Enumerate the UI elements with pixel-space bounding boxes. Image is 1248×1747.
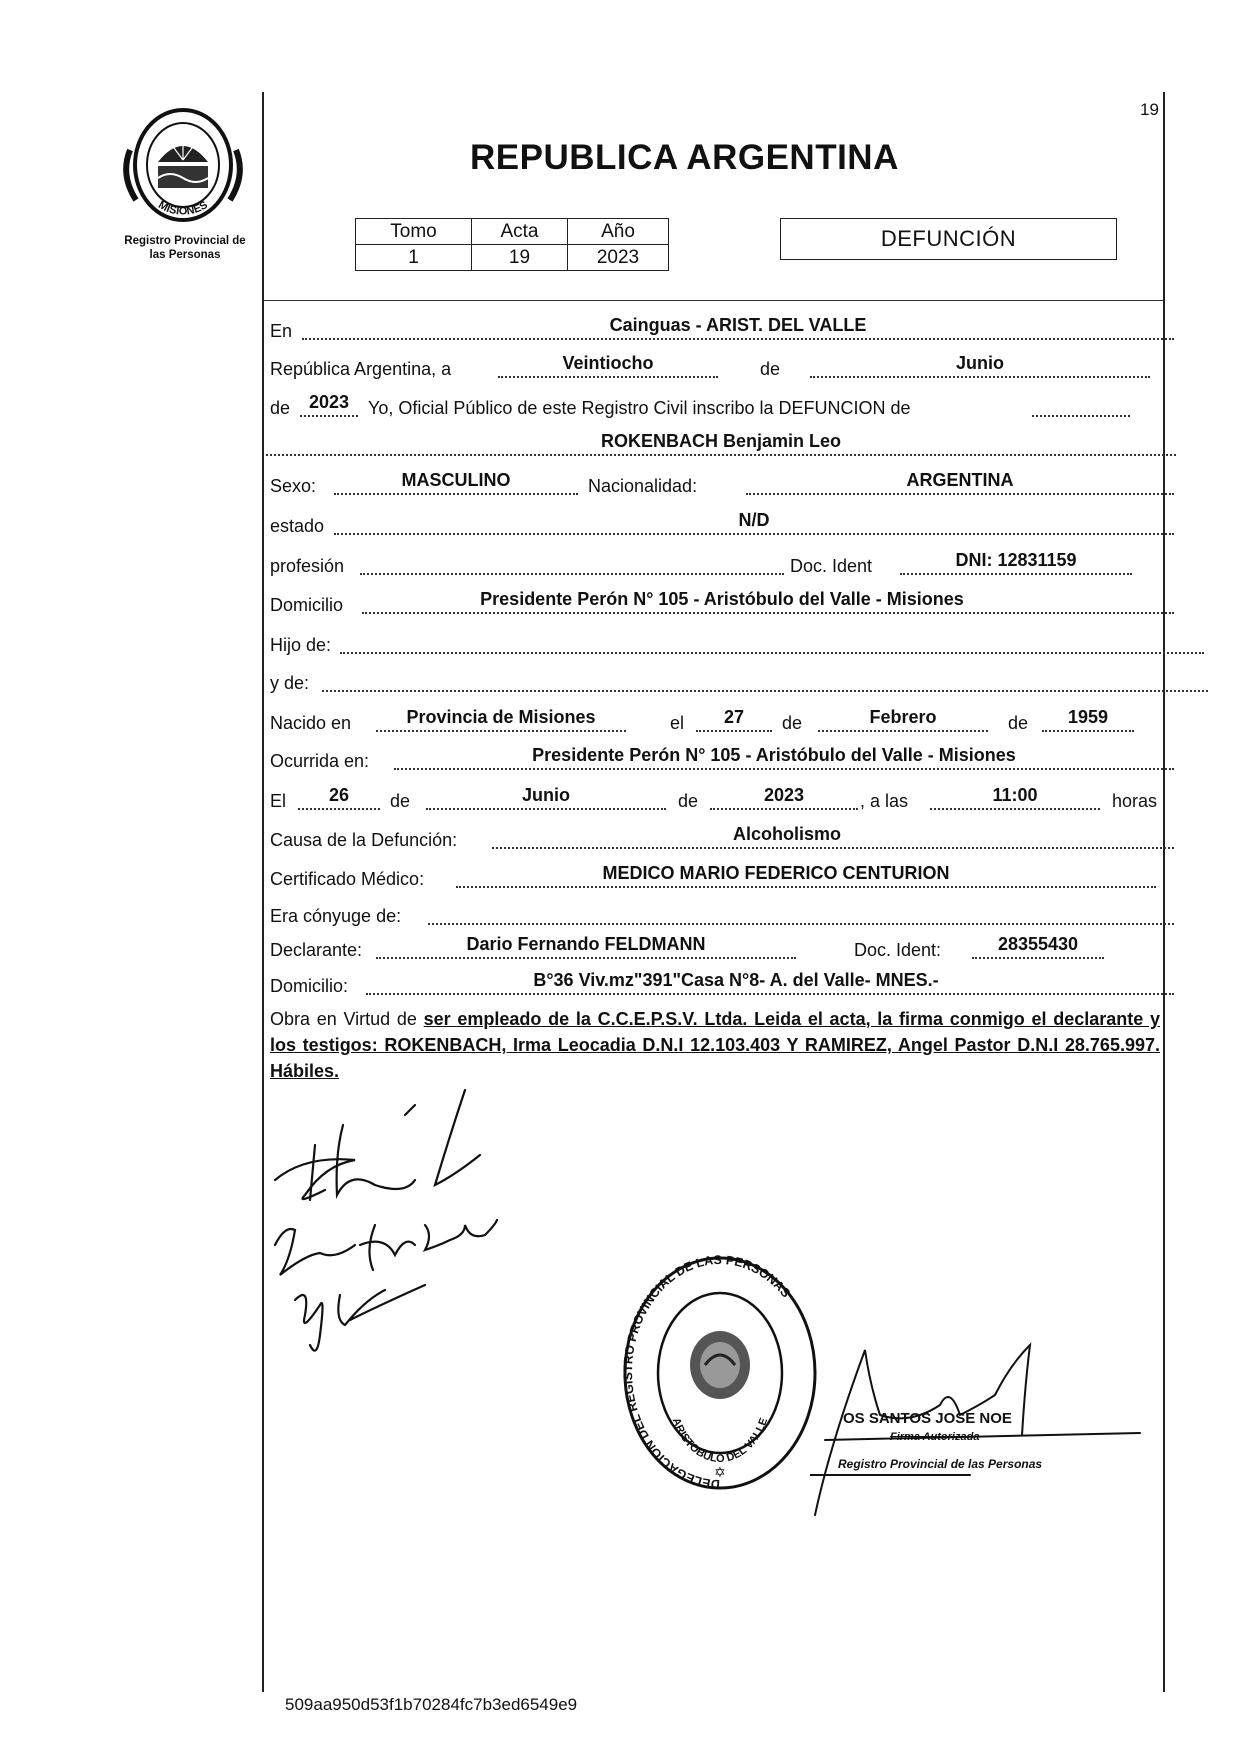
y-de-fill bbox=[322, 670, 1208, 692]
dia-fill bbox=[498, 353, 718, 378]
left-margin-line bbox=[262, 92, 264, 1692]
declarante-doc-fill bbox=[972, 934, 1104, 959]
doc-ident-fill bbox=[900, 550, 1132, 575]
hijo-label: Hijo de: bbox=[270, 635, 332, 655]
nacionalidad-label: Nacionalidad: bbox=[588, 476, 698, 496]
def-de-label: de bbox=[390, 791, 411, 811]
def-dia-fill bbox=[298, 785, 380, 810]
mes-fill bbox=[810, 353, 1150, 378]
stamp-outer-text: DELEGACION DEL REGISTRO PROVINCIAL DE LAS PERSONAS bbox=[620, 1255, 793, 1492]
nacido-fill bbox=[376, 707, 626, 732]
sexo-value: MASCULINO bbox=[401, 470, 511, 490]
svg-text:✡: ✡ bbox=[714, 1464, 726, 1480]
domicilio-value: Presidente Perón N° 105 - Aristóbulo del Valle - Misiones bbox=[480, 589, 964, 609]
yo-fill bbox=[1032, 395, 1130, 417]
conyuge-label: Era cónyuge de: bbox=[270, 906, 402, 926]
officer-office: Registro Provincial de las Personas bbox=[838, 1457, 1043, 1471]
a-las-label: , a las bbox=[860, 791, 909, 811]
officer-title: Firma Autorizada bbox=[890, 1431, 980, 1443]
province-crest-logo bbox=[118, 100, 248, 230]
anio-fill bbox=[300, 392, 358, 417]
sexo-label: Sexo: bbox=[270, 476, 317, 496]
declarante-doc-label: Doc. Ident: bbox=[854, 940, 942, 960]
def-mes-value: Junio bbox=[522, 785, 570, 805]
profesion-label: profesión bbox=[270, 556, 345, 576]
divider bbox=[264, 300, 1163, 301]
official-stamp bbox=[620, 1255, 820, 1505]
nac-mes-value: Febrero bbox=[869, 707, 937, 727]
ocurrida-fill bbox=[394, 745, 1174, 770]
domicilio2-value: B°36 Viv.mz"391"Casa N°8- A. del Valle- MNES.- bbox=[533, 970, 939, 990]
logo-caption-line1: Registro Provincial de bbox=[124, 235, 246, 247]
el2-label: El bbox=[270, 791, 287, 811]
obra-text: ser empleado de la C.C.E.P.S.V. Ltda. Leida el acta, la firma conmigo el declarante y los testigos: ROKENBACH, Irma Leocadia D.N.I 12.103.403 Y RAMIREZ, Angel Pastor D.N.I 28.765.997. Hábiles. bbox=[270, 1009, 1160, 1081]
def-mes-fill bbox=[426, 785, 666, 810]
ocurrida-value: Presidente Perón N° 105 - Aristóbulo del Valle - Misiones bbox=[532, 745, 1016, 765]
certificado-label: Certificado Médico: bbox=[270, 869, 425, 889]
yo-text: Yo, Oficial Público de este Registro Civil inscribo la DEFUNCION de bbox=[368, 398, 911, 418]
en-label: En bbox=[270, 321, 293, 341]
hijo-fill bbox=[340, 632, 1204, 654]
certificado-value: MEDICO MARIO FEDERICO CENTURION bbox=[602, 863, 950, 883]
record-type-box: DEFUNCIÓN bbox=[780, 218, 1117, 260]
sexo-fill bbox=[334, 470, 578, 495]
y-de-label: y de: bbox=[270, 673, 310, 693]
svg-text:ARISTOBULO DEL VALLE bbox=[670, 1416, 771, 1465]
de2-label: de bbox=[270, 398, 291, 418]
doc-ident-label: Doc. Ident bbox=[790, 556, 873, 576]
declarante-doc-value: 28355430 bbox=[997, 934, 1079, 954]
horas-label: horas bbox=[1112, 791, 1158, 811]
tomo-value: 1 bbox=[356, 245, 472, 271]
logo-ring-top bbox=[118, 100, 190, 103]
anio-value: 2023 bbox=[568, 245, 669, 271]
domicilio-fill bbox=[362, 589, 1174, 614]
officer-name: OS SANTOS JOSE NOE bbox=[843, 1410, 1012, 1427]
estado-value: N/D bbox=[738, 510, 770, 530]
causa-fill bbox=[492, 824, 1174, 849]
nacido-value: Provincia de Misiones bbox=[406, 707, 596, 727]
document-hash: 509aa950d53f1b70284fc7b3ed6549e9 bbox=[285, 1695, 578, 1714]
profesion-fill bbox=[360, 553, 784, 575]
estado-label: estado bbox=[270, 516, 325, 536]
nac-dia-fill bbox=[696, 707, 772, 732]
conyuge-fill bbox=[428, 903, 1174, 925]
domicilio2-label: Domicilio: bbox=[270, 976, 349, 996]
def-anio-fill bbox=[710, 785, 858, 810]
tomo-label: Tomo bbox=[356, 219, 472, 245]
nacionalidad-value: ARGENTINA bbox=[906, 470, 1014, 490]
def-hora-value: 11:00 bbox=[992, 785, 1038, 805]
acta-label: Acta bbox=[472, 219, 568, 245]
def-anio-value: 2023 bbox=[763, 785, 805, 805]
nac-dia-value: 27 bbox=[723, 707, 745, 727]
anio-value: 2023 bbox=[308, 392, 350, 412]
dia-value: Veintiocho bbox=[562, 353, 654, 373]
obra-paragraph bbox=[270, 1006, 1160, 1084]
ocurrida-label: Ocurrida en: bbox=[270, 751, 370, 771]
logo-caption-line2: las Personas bbox=[149, 249, 221, 261]
page-number: 19 bbox=[1140, 100, 1159, 119]
certificado-fill bbox=[456, 863, 1156, 888]
en-fill bbox=[302, 315, 1174, 340]
domicilio2-fill bbox=[366, 970, 1174, 995]
stamp-inner-text: ARISTOBULO DEL VALLE bbox=[669, 1416, 771, 1466]
nac-de-label: de bbox=[782, 713, 803, 733]
causa-value: Alcoholismo bbox=[732, 824, 841, 844]
mes-value: Junio bbox=[956, 353, 1004, 373]
nac-anio-value: 1959 bbox=[1067, 707, 1109, 727]
el-label: el bbox=[670, 713, 685, 733]
nombre-fill bbox=[266, 431, 1176, 456]
en-value: Cainguas - ARIST. DEL VALLE bbox=[609, 315, 867, 335]
nombre-value: ROKENBACH Benjamin Leo bbox=[600, 431, 842, 451]
nacionalidad-fill bbox=[746, 470, 1174, 495]
declarante-value: Dario Fernando FELDMANN bbox=[466, 934, 706, 954]
def-dia-value: 26 bbox=[328, 785, 350, 805]
declarante-label: Declarante: bbox=[270, 940, 363, 960]
registry-table bbox=[355, 218, 669, 271]
logo-caption bbox=[95, 234, 275, 262]
nac-de2-label: de bbox=[1008, 713, 1029, 733]
acta-value: 19 bbox=[472, 245, 568, 271]
anio-label: Año bbox=[568, 219, 669, 245]
nac-mes-fill bbox=[818, 707, 988, 732]
nacido-label: Nacido en bbox=[270, 713, 352, 733]
logo-ring-bottom: MISIONES bbox=[156, 199, 210, 218]
causa-label: Causa de la Defunción: bbox=[270, 830, 458, 850]
document-title: REPUBLICA ARGENTINA bbox=[470, 138, 899, 177]
obra-prefix: Obra en Virtud de bbox=[270, 1009, 424, 1029]
doc-ident-value: DNI: 12831159 bbox=[955, 550, 1077, 570]
declarante-fill bbox=[376, 934, 796, 959]
estado-fill bbox=[334, 510, 1174, 535]
nac-anio-fill bbox=[1042, 707, 1134, 732]
witness-signatures bbox=[265, 1085, 565, 1365]
domicilio-label: Domicilio bbox=[270, 595, 344, 615]
def-de2-label: de bbox=[678, 791, 699, 811]
de-label: de bbox=[760, 359, 781, 379]
republica-label: República Argentina, a bbox=[270, 359, 452, 379]
def-hora-fill bbox=[930, 785, 1100, 810]
